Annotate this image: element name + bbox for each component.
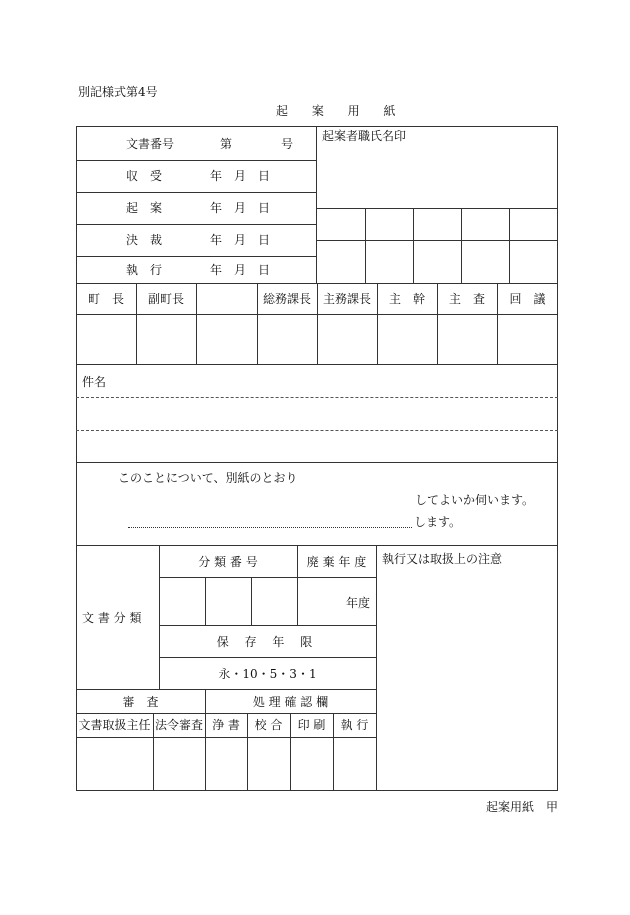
retention-values: 永・10・5・3・1 (218, 667, 317, 681)
executed-date: 年 月 日 (210, 263, 271, 277)
body-line-1: このことについて、別紙のとおり (118, 471, 298, 485)
top-divider (316, 126, 317, 283)
col-execution: 執 行 (340, 718, 369, 732)
form-frame (76, 126, 558, 791)
subject-label: 件名 (82, 375, 107, 389)
approved-label: 決 裁 (126, 233, 163, 247)
approval-supervisor: 主 幹 (388, 292, 425, 306)
received-label: 収 受 (126, 169, 163, 183)
executed-label: 執 行 (126, 263, 163, 277)
received-date: 年 月 日 (210, 169, 271, 183)
processing-confirm-label: 処 理 確 認 欄 (252, 695, 329, 709)
col-collation: 校 合 (254, 718, 283, 732)
notes-label: 執行又は取扱上の注意 (382, 552, 503, 566)
approved-date: 年 月 日 (210, 233, 271, 247)
body-line-3: します。 (414, 515, 462, 529)
col-fair-copy: 浄 書 (212, 718, 240, 732)
drafter-label: 起案者職氏名印 (322, 129, 407, 143)
disposal-year-label: 廃 棄 年 度 (306, 555, 367, 569)
approval-mayor: 町 長 (87, 292, 124, 306)
approval-deputy-mayor: 副町長 (147, 292, 184, 306)
retention-label: 保 存 年 限 (216, 635, 319, 649)
doc-number-dai: 第 (220, 137, 233, 151)
doc-number-label: 文書番号 (126, 137, 175, 151)
drafted-date: 年 月 日 (210, 201, 271, 215)
doc-number-go: 号 (281, 137, 294, 151)
approval-general-affairs-chief: 総務課長 (262, 292, 311, 306)
review-label: 審 査 (122, 695, 159, 709)
approval-circulation: 回 議 (509, 292, 546, 306)
form-title: 起 案 用 紙 (276, 104, 406, 118)
body-fill-line (128, 527, 412, 528)
approval-inspector: 主 査 (448, 292, 485, 306)
drafted-label: 起 案 (126, 201, 163, 215)
col-printing: 印 刷 (297, 718, 326, 732)
disposal-year-suffix: 年度 (346, 596, 371, 610)
body-line-2: してよいか伺います。 (415, 493, 535, 507)
col-document-handler: 文書取扱主任 (78, 718, 151, 732)
form-number: 別記様式第4号 (78, 85, 158, 99)
classification-code-label: 分 類 番 号 (198, 555, 258, 569)
approval-responsible-chief: 主務課長 (322, 292, 371, 306)
col-legal-review: 法令審査 (154, 718, 203, 732)
footer-label: 起案用紙 甲 (486, 800, 559, 814)
classification-label: 文 書 分 類 (82, 611, 142, 625)
